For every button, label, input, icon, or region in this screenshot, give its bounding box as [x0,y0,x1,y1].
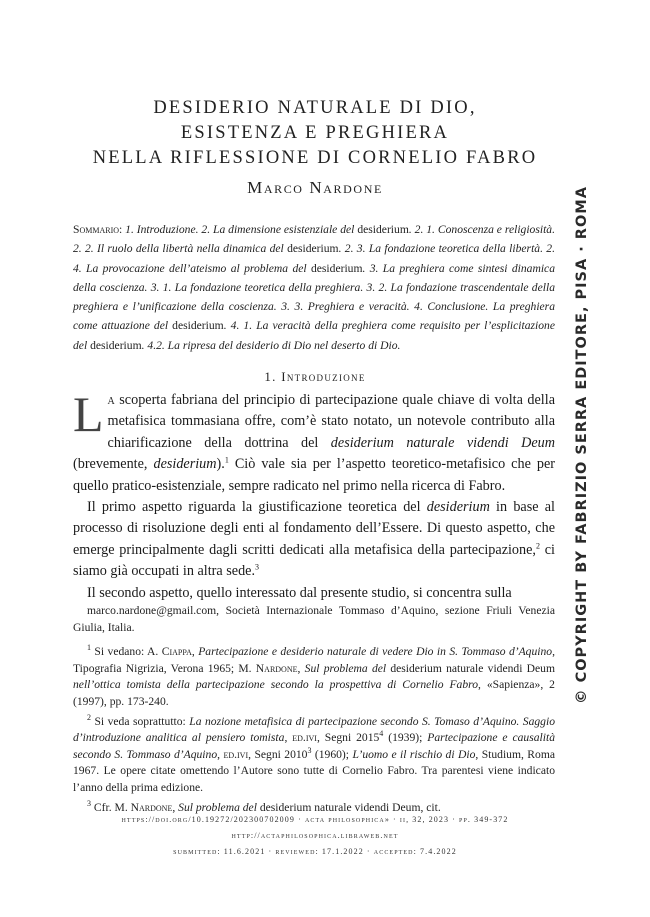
text-run: , «Sapienza», 2 (1997), pp. 173-240. [73,678,555,708]
cited-author: Nardone [130,800,173,814]
article-title [60,96,570,171]
footer-doi-line[interactable]: https://doi.org/10.19272/202300702009 · acta philosophica» · ii, 32, 2023 · pp. 349-372 [121,815,509,824]
footer-dates-line: submitted: 11.6.2021 · reviewed: 17.1.2022 · accepted: 7.4.2022 [173,847,457,856]
drop-cap-continuation: a [107,392,115,408]
text-run: Cfr. M. [91,800,131,814]
cited-title: Partecipazione e causalità secondo S. Tommaso d’Aquino [73,731,555,761]
footnote-number: 1 [87,643,91,653]
summary-text: . 4.2. La ripresa del desiderio di Dio nel deserto di Dio. [141,338,401,352]
cited-title: L’uomo e il rischio di Dio [352,747,476,761]
summary-text: . 2. 3. La fondazione teoretica della libertà. 2. 4. La provocazione dell’ateismo al problema del [73,242,555,275]
text-run: (1939); [383,731,428,745]
paragraph-2 [73,497,555,583]
author-name: Marco Nardone [247,178,383,197]
footnote-1 [73,644,555,710]
italic-term: desiderium naturale videndi Deum [330,434,556,451]
summary-text: . 3. La preghiera come sintesi dinamica della coscienza. 3. 1. La fondazione teoretica della preghiera. 3. 2. La fondazione trascendentale della preghiera e l’unificazione della coscienza. 3. 3. Preghiera e veracità. 4. Conclusione. La preghiera come attuazione del [73,261,555,333]
footer-url-line[interactable]: http://actaphilosophica.libraweb.net [231,831,399,840]
text-run: , Tipografia Nigrizia, Verona 1965; M. [73,645,555,675]
copyright-text: © COPYRIGHT BY FABRIZIO SERRA EDITORE, PISA · ROMA [574,186,590,704]
text-run: , [297,661,305,675]
cited-title: La nozione metafisica di partecipazione secondo S. Tomaso d’Aquino. Saggio d’introduzione analitica al pensiero tomista [73,714,555,745]
text-run: , Segni 2015 [316,731,380,745]
text-run: in base al processo di risoluzione degli enti al fondamento dell’Essere. Di questo aspetto, che emerge principalmente dagli scritti dedicati alla metafisica della partecipazione, [73,499,555,558]
text-run: Si vedano: A. [91,645,162,659]
section-heading: 1. Introduzione [264,369,366,384]
text-run: , Studium, Roma 1967. Le opere citate omettendo l’Autore sono tutte di Cornelio Fabro. Tra parentesi viene indicato l’anno della prima edizione. [73,747,556,794]
publisher: ed.ivi [292,731,317,745]
text-run: , [284,731,293,745]
edition-number: 3 [307,745,312,755]
footnote-ref-1[interactable]: 1 [224,455,229,465]
text-run: Il primo aspetto riguarda la giustificazione teoretica del [87,499,427,516]
title-line-3: NELLA RIFLESSIONE DI CORNELIO FABRO [92,148,538,168]
italic-term: desiderium [426,499,490,516]
summary-abstract [73,220,555,355]
text-run: , [191,645,199,659]
author-address: marco.nardone@gmail.com, Società Internazionale Tommaso d’Aquino, sezione Friuli Venezia Giulia, Italia. [73,604,555,634]
text-run: ci siamo già occupati in altra sede. [73,541,555,580]
edition-number: 4 [379,729,384,739]
cited-author: Nardone [255,661,298,675]
italic-term: desiderium [153,456,217,473]
text-run: (brevemente, [73,456,154,473]
text-run: , [217,747,224,761]
summary-term: desiderium [310,261,363,275]
footnote-number: 3 [87,798,91,808]
title-line-1: DESIDERIO NATURALE DI DIO, [153,98,477,118]
footnotes [73,603,555,819]
summary-term: desiderium [357,223,409,236]
cited-title: nell’ottica tomista della partecipazione secondo la prospettiva di Cornelio Fabro [73,678,479,692]
summary-text: . 2. 1. Conoscenza e religiosità. 2. 2. Il ruolo della libertà nella dinamica del [73,223,556,256]
text-run: desiderium naturale videndi Deum, cit. [256,800,441,814]
text-run: (1960); [311,747,353,761]
text-run: scoperta fabriana del principio di partecipazione quale chiave di volta della metafisica tommasiana offre, com’è stato notato, un notevole contributo alla chiarificazione della dottrina del [107,392,555,451]
summary-term: desiderium [90,338,142,352]
footnote-ref-2[interactable]: 2 [535,541,540,551]
summary-text: 1. Introduzione. 2. La dimensione esistenziale del [125,223,355,236]
text-run: desiderium naturale videndi Deum [386,661,555,675]
drop-cap: L [73,386,104,442]
cited-author: Ciappa [161,645,192,659]
text-run: , Segni 2010 [248,747,308,761]
text-run: , [172,800,179,814]
footnote-ref-3[interactable]: 3 [255,562,260,572]
summary-text: . 4. 1. La veracità della preghiera come requisito per l’esplicitazione del [73,319,555,352]
summary-term: desiderium [287,242,339,256]
paragraph-1 [73,386,556,497]
footnote-2 [73,714,555,797]
footnote-3 [73,800,555,817]
cited-title: Sul problema del [304,661,387,675]
text-run: Si veda soprattutto: [91,714,190,728]
footnote-number: 2 [87,712,91,722]
body-text [73,386,556,604]
text-run: ). [216,456,225,473]
publisher: ed.ivi [223,747,249,761]
summary-label: Sommario: [73,223,123,236]
title-line-2: ESISTENZA E PREGHIERA [180,123,450,143]
paragraph-3: Il secondo aspetto, quello interessato dal presente studio, si concentra sulla [87,584,512,601]
cited-title: Partecipazione e desiderio naturale di vedere Dio in S. Tommaso d’Aquino [198,645,553,659]
text-run: Ciò vale sia per l’aspetto teoretico-metafisico che per quello pratico-esistenziale, sempre radicato nel primo nella ricerca di Fabro. [73,456,555,494]
cited-title: Sul problema del [178,800,257,814]
summary-term: desiderium [172,319,224,333]
